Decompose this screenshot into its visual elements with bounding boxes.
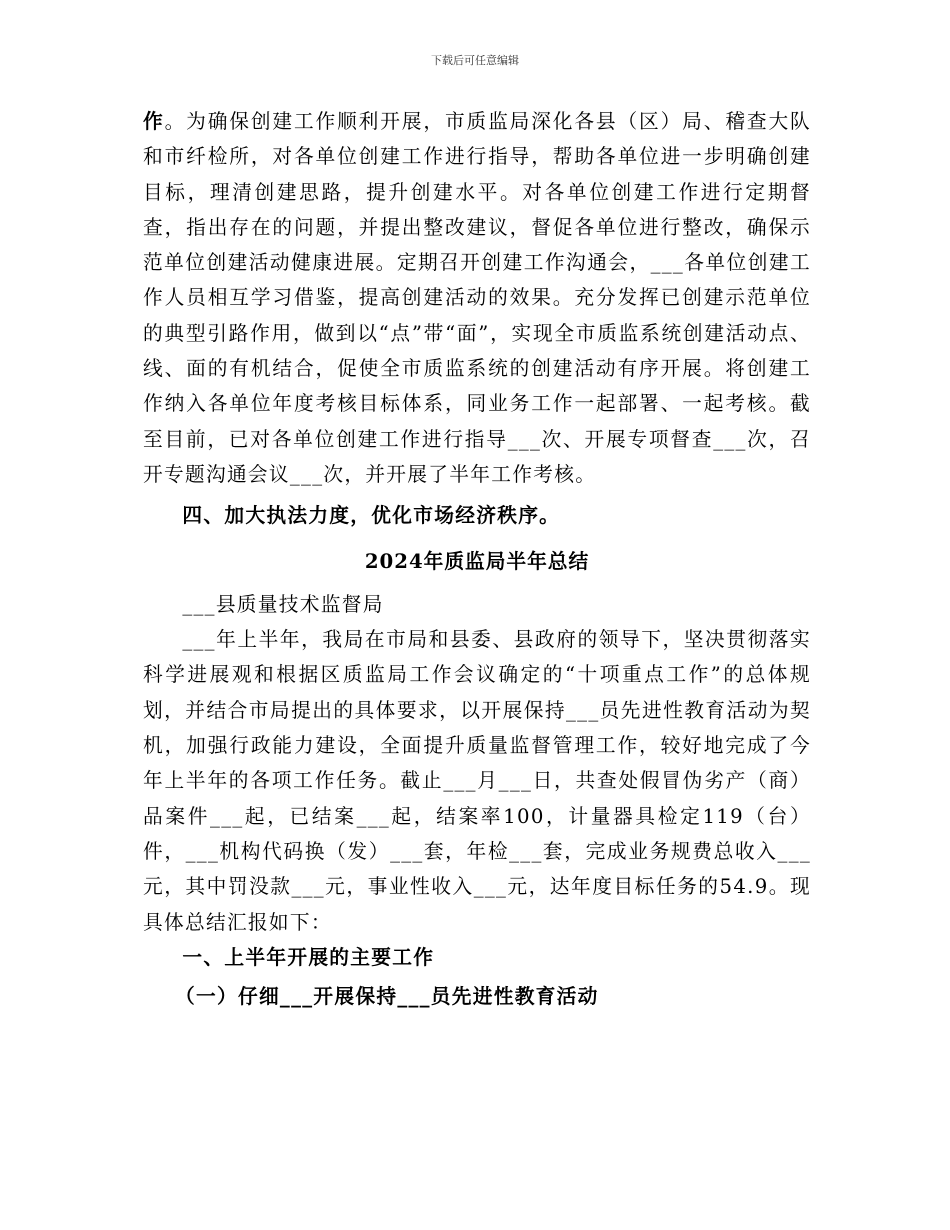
heading-section-1: 一、上半年开展的主要工作 — [182, 945, 435, 969]
heading-subsection-1: （一）仔细___开展保持___员先进性教育活动 — [175, 985, 599, 1009]
paragraph-creation-work — [143, 104, 811, 492]
page-header: 下载后可任意编辑 — [431, 54, 519, 67]
paragraph-creation-text: 。为确保创建工作顺利开展，市质监局深化各县（区）局、稽查大队和市纤检所，对各单位创建工作进行指导，帮助各单位进一步明确创建目标，理清创建思路，提升创建水平。对各单位创建工作进行定期督查，指出存在的问题，并提出整改建议，督促各单位进行整改，确保示范单位创建活动健康进展。定期召开创建工作沟通会，___各单位创建工作人员相互学习借鉴，提高创建活动的效果。充分发挥已创建示范单位的典型引路作用，做到以“点”带“面”，实现全市质监系统创建活动点、线、面的有机结合，促使全市质监系统的创建活动有序开展。将创建工作纳入各单位年度考核目标体系，同业务工作一起部署、一起考核。截至目前，已对各单位创建工作进行指导___次、开展专项督查___次，召开专题沟通会议___次，并开展了半年工作考核。 — [143, 110, 811, 486]
paragraph-half-year-summary: ___年上半年，我局在市局和县委、县政府的领导下，坚决贯彻落实科学进展观和根据区质监局工作会议确定的“十项重点工作”的总体规划，并结合市局提出的具体要求，以开展保持___员先进性教育活动为契机，加强行政能力建设，全面提升质量监督管理工作，较好地完成了今年上半年的各项工作任务。截止___月___日，共查处假冒伪劣产（商）品案件___起，已结案___起，结案率100，计量器具检定119（台）件，___机构代码换（发）___套，年检___套，完成业务规费总收入___元，其中罚没款___元，事业性收入___元，达年度目标任务的54.9。现具体总结汇报如下： — [143, 628, 811, 934]
heading-section-4: 四、加大执法力度，优化市场经济秩序。 — [182, 504, 561, 528]
document-title: 2024年质监局半年总结 — [364, 549, 590, 573]
organization-line: ___县质量技术监督局 — [182, 592, 384, 616]
paragraph-lead-char: 作 — [143, 110, 165, 133]
document-body — [143, 104, 811, 1034]
